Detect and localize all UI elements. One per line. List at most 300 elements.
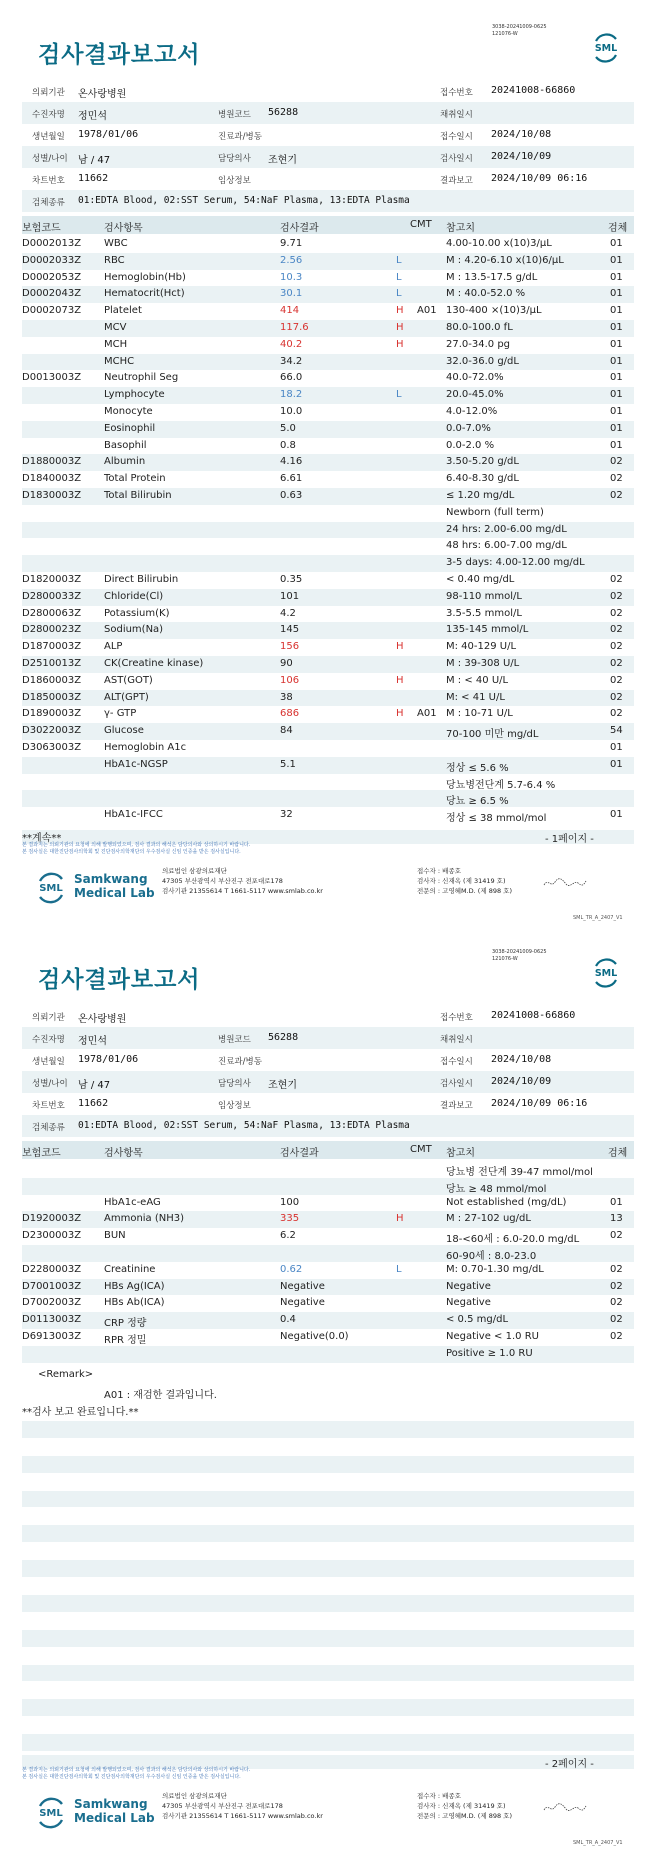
cell-specimen: 02: [610, 456, 623, 468]
blank-row: [22, 1717, 634, 1734]
blank-row: [22, 1491, 634, 1508]
document-id-line: 121076-W: [492, 31, 518, 37]
lab-address: 47305 부산광역시 부산진구 전포대로178: [162, 1802, 283, 1810]
cell-specimen: 02: [610, 624, 623, 636]
brand-line: Medical Lab: [74, 1811, 155, 1825]
cell-ref: M : 27-102 ug/dL: [446, 1213, 531, 1225]
cell-specimen: 02: [610, 1280, 623, 1292]
table-row: [22, 505, 634, 522]
cell-flag: L: [396, 271, 402, 283]
cell-ref: M : 13.5-17.5 g/dL: [446, 271, 538, 283]
table-row: [22, 337, 634, 354]
cell-result: 4.16: [280, 456, 303, 468]
cell-result: 10.0: [280, 406, 303, 417]
cell-result: 9.71: [280, 238, 303, 249]
cell-specimen: 02: [610, 708, 623, 720]
table-row: [22, 622, 634, 639]
cell-result: 2.56: [280, 254, 303, 266]
blank-row: [22, 1525, 634, 1542]
cell-ref: 48 hrs: 6.00-7.00 mg/dL: [446, 540, 567, 552]
table-row: [22, 589, 634, 606]
lab-address: 47305 부산광역시 부산진구 전포대로178: [162, 877, 283, 885]
cell-ref: 정상 ≤ 5.6 %: [446, 762, 509, 774]
cell-code: D1860003Z: [22, 674, 82, 686]
signature-line: 접수자 : 배종호: [417, 1792, 461, 1800]
cell-result: 34.2: [280, 355, 303, 367]
cell-result: 0.63: [280, 490, 303, 501]
cell-specimen: 02: [610, 590, 623, 602]
col-result: 검사결과: [280, 1148, 319, 1159]
cell-ref: 98-110 mmol/L: [446, 590, 522, 602]
cell-item: CK(Creatine kinase): [104, 658, 204, 669]
cell-ref: M : 4.20-6.10 x(10)6/μL: [446, 254, 564, 266]
cell-code: D1890003Z: [22, 708, 82, 720]
cell-flag: H: [396, 641, 404, 653]
dept-label: 진료과/병동: [218, 132, 262, 142]
blank-row: [22, 1682, 634, 1699]
cell-item: MCH: [104, 338, 128, 350]
cell-ref: 40.0-72.0%: [446, 372, 504, 384]
cell-item: Creatinine: [104, 1263, 156, 1275]
cell-code: D1870003Z: [22, 641, 82, 653]
cell-item: RBC: [104, 254, 125, 266]
blank-row: [22, 1595, 634, 1612]
cell-specimen: 01: [610, 305, 623, 317]
cell-item: Total Protein: [104, 473, 166, 485]
cell-ref: ≤ 1.20 mg/dL: [446, 490, 515, 501]
blank-row: [22, 1699, 634, 1716]
table-row: [22, 1178, 634, 1195]
cell-code: D0002043Z: [22, 288, 82, 300]
cell-item: Hemoglobin A1c: [104, 742, 187, 753]
cell-ref: Negative: [446, 1297, 491, 1309]
cell-result: 156: [280, 641, 300, 653]
cell-item: ALT(GPT): [104, 691, 149, 703]
dob-label: 생년월일: [32, 132, 65, 142]
doctor-value: 조현기: [268, 155, 297, 166]
cell-flag: H: [396, 305, 404, 317]
col-cmt: CMT: [410, 219, 432, 230]
cell-specimen: 01: [610, 254, 623, 266]
cell-code: D6913003Z: [22, 1331, 82, 1342]
cell-ref: < 0.40 mg/dL: [446, 574, 515, 585]
table-row: [22, 1195, 634, 1212]
chart-no-label: 차트번호: [32, 176, 65, 186]
cell-ref: 당뇨 ≥ 6.5 %: [446, 796, 509, 808]
cell-flag: L: [396, 254, 402, 266]
cell-specimen: 01: [610, 742, 623, 753]
cell-code: D2800023Z: [22, 624, 82, 636]
test-date-value: 2024/10/09: [491, 151, 552, 162]
lab-org: 의료법인 삼광의료재단: [162, 867, 227, 875]
cell-result: 84: [280, 725, 293, 737]
lab-contact: 검사기관 21355614 T 1661-5117 www.smlab.co.kr: [162, 1812, 323, 1820]
col-item: 검사항목: [104, 1148, 143, 1159]
cell-specimen: 02: [610, 691, 623, 703]
hospital-code-label: 병원코드: [218, 1035, 251, 1045]
cell-ref: 130-400 ×(10)3/μL: [446, 305, 542, 317]
footnote-line: 본 결과지는 의뢰기관의 요청에 의해 발행되었으며, 검사 결과의 해석은 담당의사와 상의하시기 바랍니다.: [22, 842, 251, 848]
receipt-date-label: 접수일시: [440, 132, 473, 142]
col-item: 검사항목: [104, 223, 143, 234]
brand-name: [74, 1797, 155, 1825]
col-ref: 참고치: [446, 223, 475, 234]
cell-specimen: 02: [610, 674, 623, 686]
cell-ref: 27.0-34.0 pg: [446, 338, 511, 350]
doctor-label: 담당의사: [218, 1079, 251, 1089]
cell-specimen: 02: [610, 1331, 623, 1342]
table-row: [22, 673, 634, 690]
cell-ref: 6.40-8.30 g/dL: [446, 473, 519, 485]
cell-ref: 당뇨 ≥ 48 mmol/mol: [446, 1183, 547, 1195]
cell-code: D0002053Z: [22, 271, 82, 283]
brand-name: [74, 872, 155, 900]
logo-text: SML: [594, 968, 618, 979]
receipt-date-label: 접수일시: [440, 1057, 473, 1067]
cell-result: 5.1: [280, 758, 296, 770]
page-number: - 1페이지 -: [545, 834, 594, 845]
cell-item: HbA1c-eAG: [104, 1196, 161, 1208]
receipt-no-label: 접수번호: [440, 1013, 473, 1023]
cell-result: 101: [280, 590, 300, 602]
cell-item: Total Bilirubin: [104, 490, 172, 501]
document-id-line: 3038-20241009-0625: [492, 24, 547, 30]
cell-item: RPR 정밀: [104, 1335, 147, 1346]
cell-result: 6.61: [280, 473, 303, 485]
cell-item: Chloride(Cl): [104, 590, 164, 602]
form-code: SML_TR_A_2407_V1: [573, 915, 623, 921]
report-title: 검사결과보고서: [38, 967, 201, 993]
signature-line: 검사자 : 신재옥 (제 31419 호): [417, 1802, 506, 1810]
hospital-code-value: 56288: [268, 107, 299, 118]
blank-row: [22, 1473, 634, 1490]
cell-code: D0002073Z: [22, 305, 82, 317]
table-row: [22, 1279, 634, 1296]
cell-ref: M : 10-71 U/L: [446, 708, 513, 720]
document-id: [492, 949, 547, 963]
table-row: [22, 387, 634, 404]
cell-item: HbA1c-IFCC: [104, 809, 163, 821]
report-complete: **검사 보고 완료입니다.**: [22, 1407, 139, 1418]
cell-item: Direct Bilirubin: [104, 574, 179, 585]
cell-specimen: 01: [610, 288, 623, 300]
table-row: [22, 1228, 634, 1245]
cell-ref: Positive ≥ 1.0 RU: [446, 1347, 533, 1359]
table-row: [22, 740, 634, 757]
report-label: 결과보고: [440, 1101, 473, 1111]
cell-code: D1830003Z: [22, 490, 82, 501]
cell-item: ALP: [104, 641, 123, 653]
cell-ref: 당뇨병전단계 5.7-6.4 %: [446, 779, 556, 791]
col-specimen: 검체: [608, 1148, 628, 1159]
logo-text: SML: [594, 43, 618, 54]
table-row: [22, 488, 634, 505]
cell-ref: 80.0-100.0 fL: [446, 322, 513, 333]
cell-specimen: 01: [610, 238, 623, 249]
chart-no-value: 11662: [78, 173, 109, 184]
cell-ref: 3.5-5.5 mmol/L: [446, 607, 522, 619]
cell-result: 66.0: [280, 372, 303, 384]
table-row: [22, 706, 634, 723]
signature-line: 접수자 : 배종호: [417, 867, 461, 875]
table-row: [22, 690, 634, 707]
cell-item: Neutrophil Seg: [104, 372, 179, 384]
hospital-code-label: 병원코드: [218, 110, 251, 120]
cell-item: MCHC: [104, 355, 135, 367]
cell-code: D7001003Z: [22, 1280, 82, 1292]
cell-specimen: 01: [610, 422, 623, 434]
cell-item: Basophil: [104, 439, 147, 451]
logo-text: SML: [39, 1808, 63, 1819]
table-row: [22, 1211, 634, 1228]
lab-info: [162, 866, 323, 896]
col-ref: 참고치: [446, 1148, 475, 1159]
cell-item: Albumin: [104, 456, 146, 468]
cell-item: Eosinophil: [104, 422, 156, 434]
footer: [22, 1789, 634, 1839]
blank-row: [22, 1578, 634, 1595]
cell-result: 0.4: [280, 1314, 296, 1326]
cell-result: 4.2: [280, 607, 296, 619]
cell-specimen: 02: [610, 607, 623, 619]
dob-value: 1978/01/06: [78, 1054, 139, 1065]
cell-code: D0002033Z: [22, 254, 82, 266]
sex-age-label: 성별/나이: [32, 154, 68, 164]
cell-item: γ- GTP: [104, 708, 137, 720]
specimen-value: 01:EDTA Blood, 02:SST Serum, 54:NaF Plasma, 13:EDTA Plasma: [78, 1120, 410, 1131]
table-row: [22, 454, 634, 471]
test-date-label: 검사일시: [440, 154, 473, 164]
lab-info: [162, 1791, 323, 1821]
cell-ref: M: 40-129 U/L: [446, 641, 517, 653]
cell-ref: M : < 40 U/L: [446, 674, 509, 686]
table-row: [22, 1161, 634, 1178]
cell-specimen: 02: [610, 1230, 623, 1242]
table-row: [22, 1295, 634, 1312]
cell-result: 0.8: [280, 439, 296, 451]
cell-result: 100: [280, 1196, 300, 1208]
cell-ref: 32.0-36.0 g/dL: [446, 355, 519, 367]
remark-title: <Remark>: [38, 1369, 94, 1380]
cell-code: D1850003Z: [22, 691, 82, 703]
cell-result: 5.0: [280, 422, 296, 434]
cell-specimen: 01: [610, 758, 623, 770]
cell-ref: 18-<60세 : 6.0-20.0 mg/dL: [446, 1234, 580, 1246]
table-row: [22, 421, 634, 438]
cell-result: Negative: [280, 1297, 325, 1309]
cell-item: Ammonia (NH3): [104, 1213, 185, 1225]
continued-label: **계속**: [22, 833, 62, 844]
cell-ref: 4.00-10.00 x(10)3/μL: [446, 238, 552, 249]
table-row: [22, 572, 634, 589]
cell-ref: M : 40.0-52.0 %: [446, 288, 526, 300]
cell-flag: H: [396, 674, 404, 686]
cell-specimen: 01: [610, 355, 623, 367]
cell-specimen: 02: [610, 1263, 623, 1275]
table-row: [22, 807, 634, 824]
specimen-value: 01:EDTA Blood, 02:SST Serum, 54:NaF Plasma, 13:EDTA Plasma: [78, 195, 410, 206]
report-title: 검사결과보고서: [38, 42, 201, 68]
cell-result: 0.35: [280, 574, 303, 585]
table-row: [22, 438, 634, 455]
table-row: [22, 723, 634, 740]
table-row: [22, 354, 634, 371]
cell-ref: < 0.5 mg/dL: [446, 1314, 509, 1326]
cell-specimen: 01: [610, 271, 623, 283]
cell-item: CRP 정량: [104, 1318, 147, 1330]
cell-result: 6.2: [280, 1230, 296, 1242]
cell-item: MCV: [104, 322, 127, 333]
table-row: [22, 1245, 634, 1262]
report-value: 2024/10/09 06:16: [491, 173, 588, 184]
cell-result: 90: [280, 658, 293, 669]
cell-code: D1840003Z: [22, 473, 82, 485]
cell-result: 40.2: [280, 338, 303, 350]
signature-line: 검사자 : 신재옥 (제 31419 호): [417, 877, 506, 885]
cell-specimen: 02: [610, 1297, 623, 1309]
col-result: 검사결과: [280, 223, 319, 234]
cell-flag: L: [396, 389, 402, 401]
cell-result: 30.1: [280, 288, 303, 300]
col-code: 보험코드: [22, 1148, 61, 1159]
specimen-label: 검체종류: [32, 1123, 65, 1133]
footnote-line: 본 결과지는 의뢰기관의 요청에 의해 발행되었으며, 검사 결과의 해석은 담당의사와 상의하시기 바랍니다.: [22, 1767, 251, 1773]
receipt-date-value: 2024/10/08: [491, 1054, 552, 1065]
cell-ref: 20.0-45.0%: [446, 389, 504, 401]
table-row: [22, 320, 634, 337]
cell-item: Monocyte: [104, 406, 153, 417]
patient-label: 수진자명: [32, 1035, 65, 1045]
cell-ref: 0.0-7.0%: [446, 422, 491, 434]
cell-code: D2800033Z: [22, 590, 82, 602]
blank-row: [22, 1560, 634, 1577]
cell-result: 18.2: [280, 389, 303, 401]
footnote: [22, 1767, 250, 1781]
document-id-line: 121076-W: [492, 956, 518, 962]
receipt-no-value: 20241008-66860: [491, 85, 576, 96]
specimen-label: 검체종류: [32, 198, 65, 208]
table-row: [22, 656, 634, 673]
blank-row: [22, 1630, 634, 1647]
cell-result: 414: [280, 305, 300, 317]
cell-flag: L: [396, 1263, 402, 1275]
cell-specimen: 02: [610, 473, 623, 485]
cell-result: Negative(0.0): [280, 1331, 349, 1342]
blank-row: [22, 1421, 634, 1438]
patient-value: 정민석: [78, 1036, 107, 1047]
receipt-no-label: 접수번호: [440, 88, 473, 98]
cell-ref: 당뇨병 전단계 39-47 mmol/mol: [446, 1167, 593, 1178]
clinical-label: 임상정보: [218, 176, 251, 186]
cell-item: Platelet: [104, 305, 142, 317]
document-id: [492, 24, 547, 38]
cell-code: D2510013Z: [22, 658, 82, 669]
footnote: [22, 842, 250, 856]
cell-result: Negative: [280, 1280, 325, 1292]
cell-code: D2800063Z: [22, 607, 82, 619]
doctor-value: 조현기: [268, 1080, 297, 1091]
cell-item: Hemoglobin(Hb): [104, 271, 186, 283]
signature-scribble-icon: [542, 1801, 587, 1815]
cell-item: Lymphocyte: [104, 389, 165, 401]
blank-row: [22, 1647, 634, 1664]
cell-code: D2300003Z: [22, 1230, 82, 1242]
table-row: [22, 538, 634, 555]
dob-value: 1978/01/06: [78, 129, 139, 140]
cell-item: AST(GOT): [104, 674, 153, 686]
blank-row: [22, 1508, 634, 1525]
cell-result: 10.3: [280, 271, 303, 283]
cell-ref: Negative < 1.0 RU: [446, 1331, 539, 1342]
cell-code: D3063003Z: [22, 742, 82, 753]
cell-flag: L: [396, 288, 402, 300]
table-row: [22, 253, 634, 270]
cell-result: 686: [280, 708, 300, 720]
cell-ref: 정상 ≤ 38 mmol/mol: [446, 813, 547, 825]
cell-item: BUN: [104, 1230, 126, 1242]
cell-specimen: 01: [610, 372, 623, 384]
signatures: [417, 1791, 512, 1821]
client-label: 의뢰기관: [32, 88, 65, 98]
lab-org: 의료법인 삼광의료재단: [162, 1792, 227, 1800]
document-id-line: 3038-20241009-0625: [492, 949, 547, 955]
cell-result: 335: [280, 1213, 300, 1225]
sml-logo-icon: [590, 956, 622, 988]
cell-specimen: 01: [610, 406, 623, 417]
chart-no-label: 차트번호: [32, 1101, 65, 1111]
blank-row: [22, 1612, 634, 1629]
table-row: [22, 1312, 634, 1329]
table-row: [22, 1262, 634, 1279]
receipt-date-value: 2024/10/08: [491, 129, 552, 140]
sml-footer-logo-icon: [34, 870, 68, 904]
cell-specimen: 01: [610, 389, 623, 401]
cell-code: D0013003Z: [22, 372, 82, 384]
sml-footer-logo-icon: [34, 1795, 68, 1829]
signature-scribble-icon: [542, 876, 587, 890]
signature-line: 전문의 : 고영혜M.D. (제 898 호): [417, 887, 512, 895]
table-row: [22, 303, 634, 320]
cell-ref: 4.0-12.0%: [446, 406, 498, 417]
clinical-label: 임상정보: [218, 1101, 251, 1111]
footnote-line: 본 검사실은 대한진단검사의학회 및 진단검사의학재단의 우수검사실 신임 인증을 받은 검사실입니다.: [22, 849, 241, 855]
cell-specimen: 13: [610, 1213, 623, 1225]
sex-age-value: 남 / 47: [78, 1080, 111, 1091]
table-row: [22, 1329, 634, 1346]
client-value: 온사랑병원: [78, 89, 127, 100]
table-row: [22, 774, 634, 791]
collect-date-label: 채취일시: [440, 110, 473, 120]
table-row: [22, 270, 634, 287]
client-value: 온사랑병원: [78, 1014, 127, 1025]
report-label: 결과보고: [440, 176, 473, 186]
cell-result: 117.6: [280, 322, 309, 333]
dob-label: 생년월일: [32, 1057, 65, 1067]
cell-flag: H: [396, 338, 404, 350]
cell-code: D1880003Z: [22, 456, 82, 468]
form-code: SML_TR_A_2407_V1: [573, 1840, 623, 1846]
table-row: [22, 286, 634, 303]
report-value: 2024/10/09 06:16: [491, 1098, 588, 1109]
cell-specimen: 02: [610, 658, 623, 669]
cell-code: D3022003Z: [22, 725, 82, 737]
col-specimen: 검체: [608, 223, 628, 234]
page-number: - 2페이지 -: [545, 1759, 594, 1770]
blank-row: [22, 1438, 634, 1455]
patient-label: 수진자명: [32, 110, 65, 120]
test-date-value: 2024/10/09: [491, 1076, 552, 1087]
sex-age-label: 성별/나이: [32, 1079, 68, 1089]
